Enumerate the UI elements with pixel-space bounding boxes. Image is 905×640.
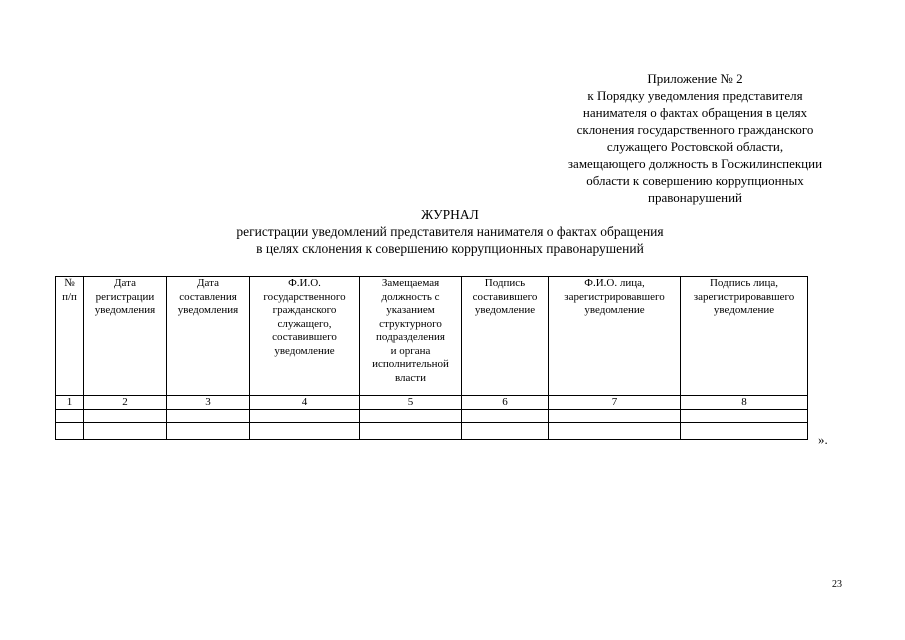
column-header (360, 277, 462, 396)
column-header-line: Ф.И.О. (288, 277, 321, 289)
column-header-line: исполнительной (372, 358, 449, 370)
column-header-line: Подпись (484, 277, 526, 289)
column-header-line: служащего, (277, 317, 332, 330)
journal-heading (150, 206, 750, 257)
column-header-line: власти (395, 371, 426, 384)
column-header-line: уведомление (474, 304, 536, 316)
column-header-line: № (64, 277, 75, 289)
column-header-line: Замещаемая (381, 277, 440, 289)
column-header (250, 277, 360, 396)
column-number-cell: 7 (549, 396, 681, 410)
column-number-cell: 1 (56, 396, 84, 410)
column-header (681, 277, 808, 396)
column-header (167, 277, 250, 396)
column-header (56, 277, 84, 396)
column-header-line: государственного (263, 290, 346, 303)
journal-subtitle-line-2: в целях склонения к совершению коррупционных правонарушений (256, 241, 644, 256)
header-row (56, 277, 808, 396)
column-header-line: уведомление (584, 304, 645, 316)
column-header (462, 277, 549, 396)
column-header-line: подразделения (376, 331, 445, 343)
column-header-line: уведомления (94, 304, 156, 316)
appendix-line: служащего Ростовской области, (606, 139, 784, 154)
column-header-line: структурного (379, 317, 442, 330)
column-header-line: составления (179, 290, 237, 303)
column-number-cell: 4 (250, 396, 360, 410)
column-number-row (56, 396, 808, 410)
column-number-cell: 5 (360, 396, 462, 410)
journal-title: ЖУРНАЛ (421, 207, 479, 222)
column-number-cell: 2 (84, 396, 167, 410)
column-header-line: и органа (390, 344, 431, 357)
appendix-line: правонарушений (648, 190, 742, 205)
column-header-line: составившего (272, 331, 337, 343)
journal-subtitle-line-1: регистрации уведомлений представителя нанимателя о фактах обращения (236, 224, 664, 239)
column-header-line: уведомление (713, 304, 775, 316)
column-header-line: регистрации (95, 290, 155, 303)
column-header-line: Дата (197, 277, 219, 289)
table-row (56, 423, 808, 440)
table-row (56, 410, 808, 423)
column-header (549, 277, 681, 396)
column-header (84, 277, 167, 396)
appendix-line: области к совершению коррупционных (586, 173, 804, 188)
column-header-line: составившего (472, 290, 538, 303)
page-number: 23 (832, 579, 842, 590)
column-header-line: Дата (114, 277, 136, 289)
column-header-line: зарегистрировавшего (564, 290, 665, 303)
column-header-line: Ф.И.О. лица, (584, 277, 645, 289)
column-header-line: п/п (62, 290, 77, 303)
closing-quote-mark: ». (818, 432, 828, 447)
column-number-cell: 3 (167, 396, 250, 410)
column-header-line: указанием (386, 304, 435, 316)
column-header-line: зарегистрировавшего (693, 290, 795, 303)
column-number-cell: 8 (681, 396, 808, 410)
column-header-line: гражданского (272, 304, 337, 316)
column-header-line: Подпись лица, (709, 277, 779, 289)
appendix-line: нанимателя о фактах обращения в целях (582, 105, 808, 120)
column-number-cell: 6 (462, 396, 549, 410)
appendix-line: склонения государственного гражданского (576, 122, 814, 137)
appendix-block (535, 70, 855, 206)
column-header-line: должность с (381, 290, 440, 303)
column-header-line: уведомления (177, 304, 239, 316)
journal-table (55, 276, 808, 440)
appendix-line: замещающего должность в Госжилинспекции (567, 156, 823, 171)
appendix-line: Приложение № 2 (647, 71, 743, 86)
column-header-line: уведомление (274, 344, 335, 357)
appendix-line: к Порядку уведомления представителя (587, 88, 803, 103)
